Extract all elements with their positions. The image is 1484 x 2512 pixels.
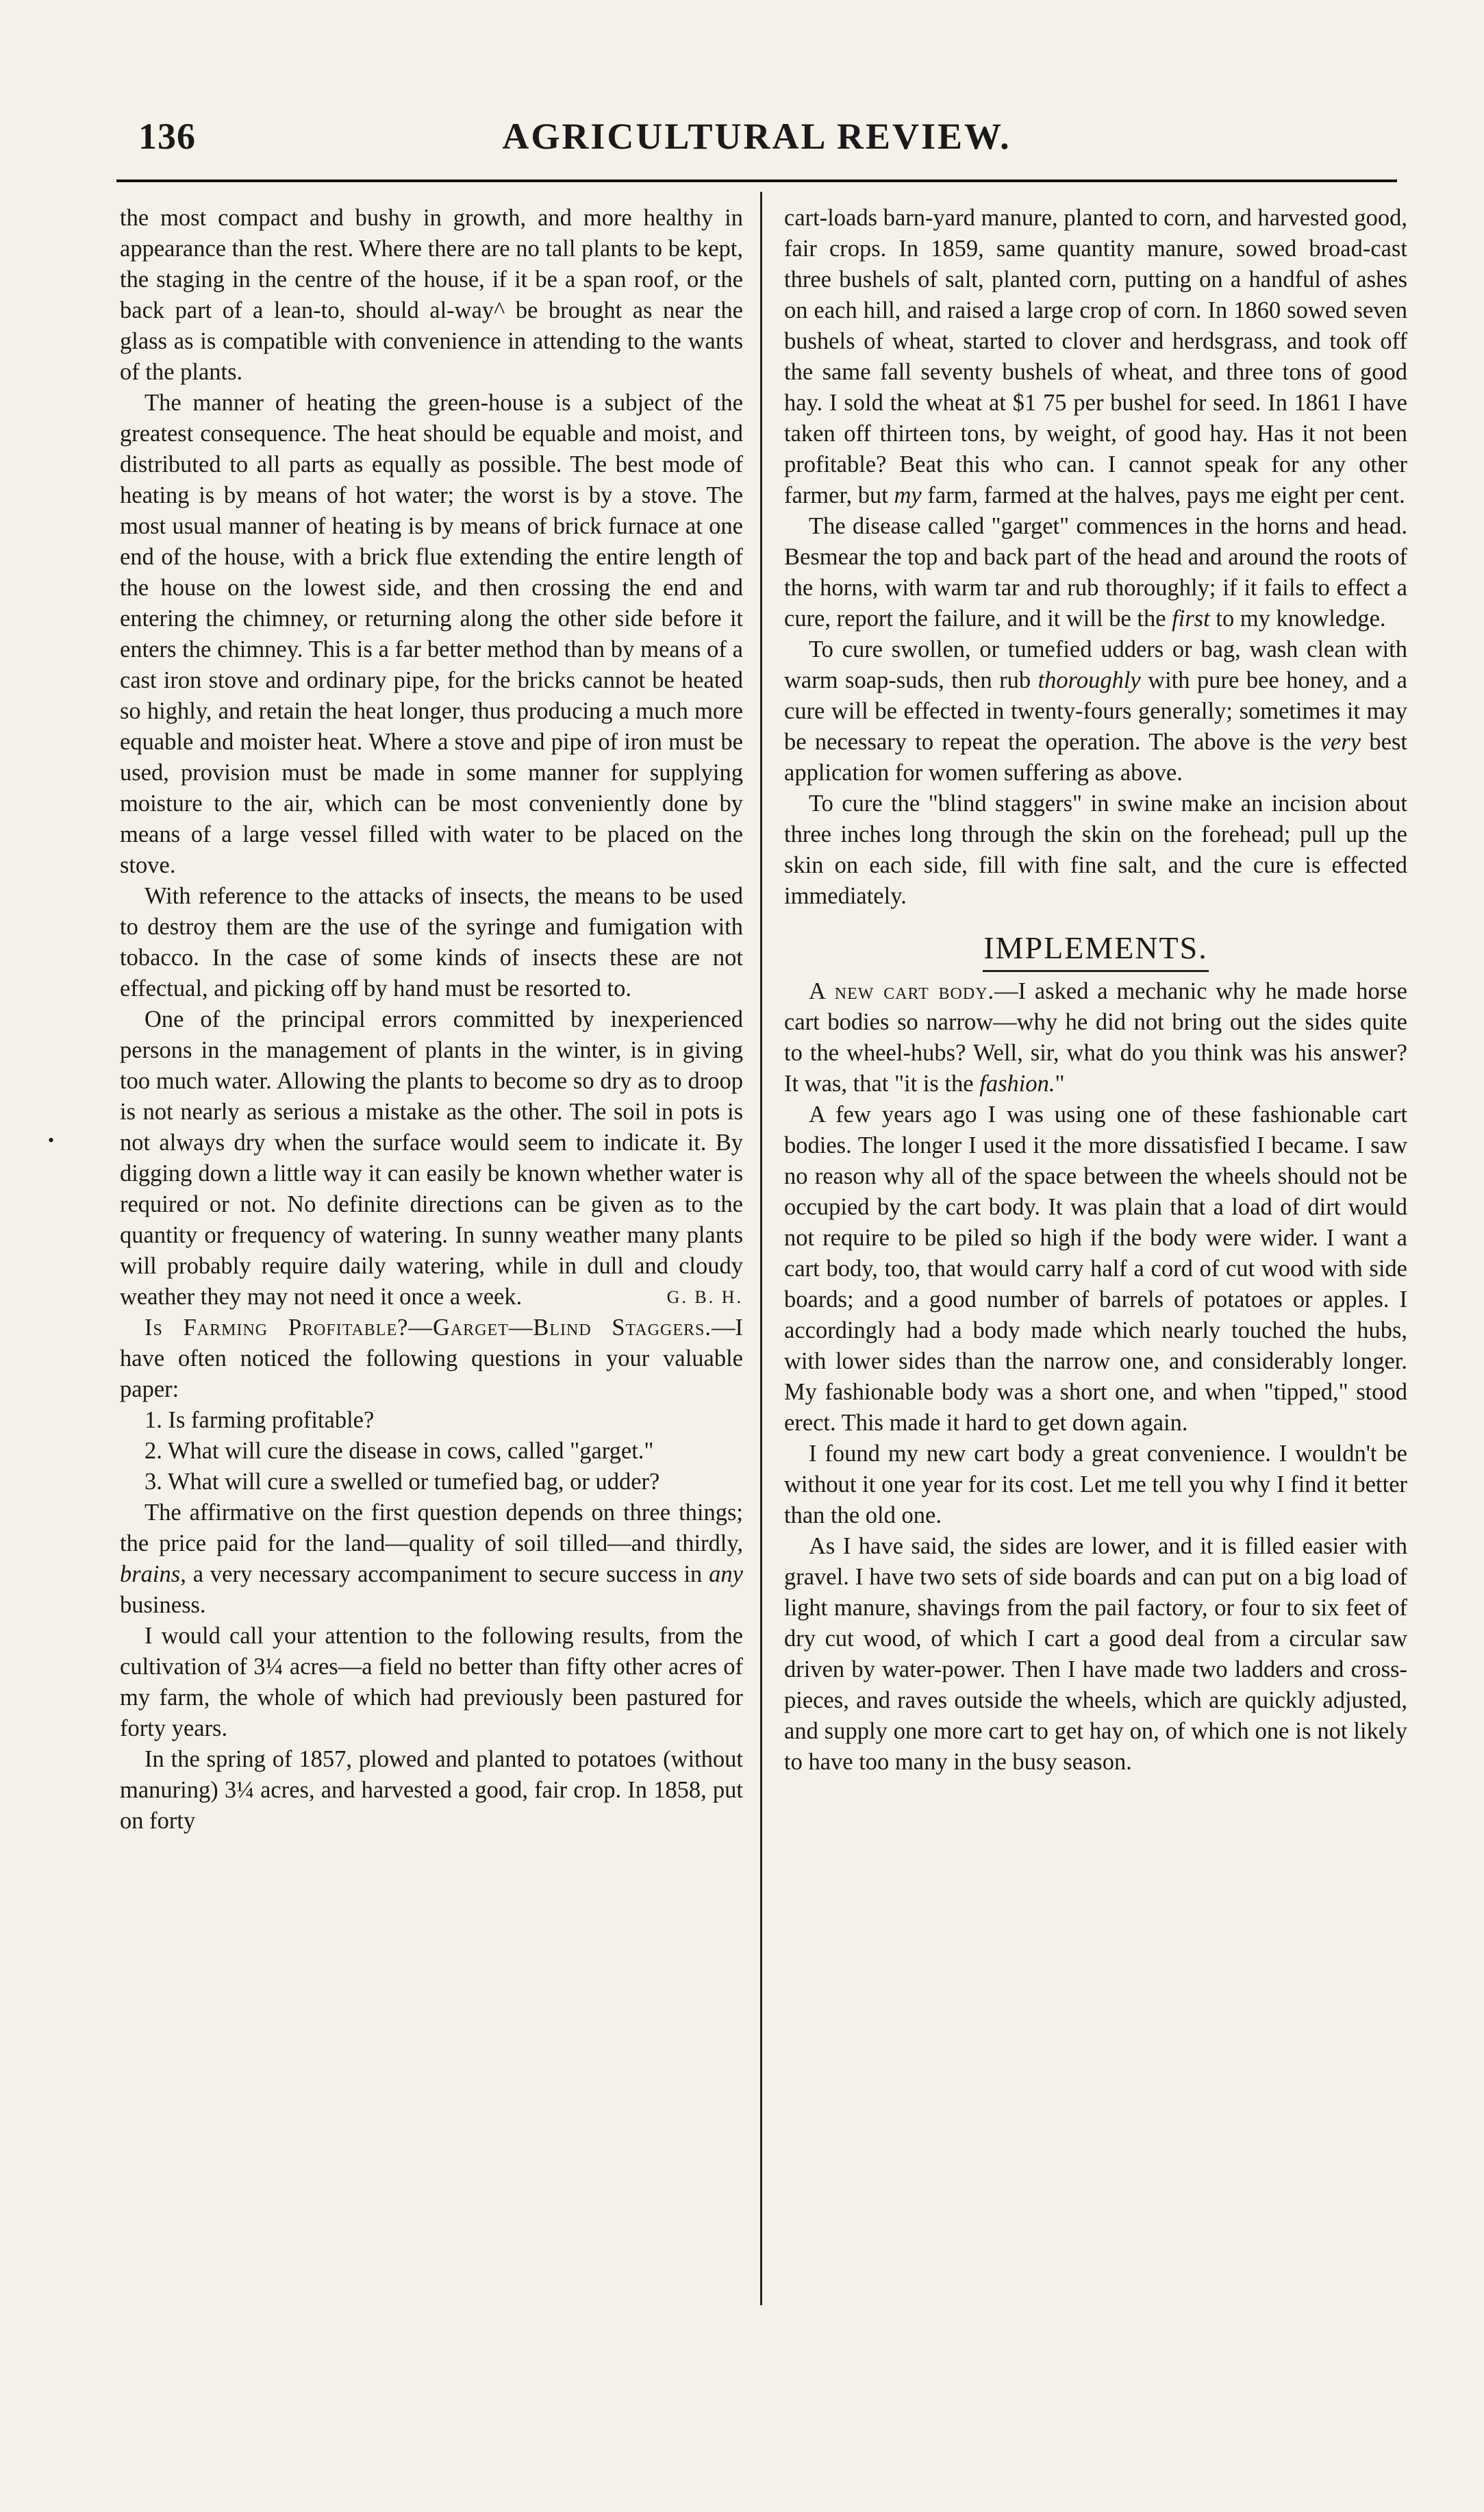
question-item: 3. What will cure a swelled or tumefied bag, or udder? — [144, 1469, 660, 1495]
paragraph: the most compact and bushy in growth, and more healthy in appearance than the rest. Where there are no tall plants to be kept, the staging in the centre of the house, if it be a span roof, or the back part of a lean-to, should al-way^ be brought as near the glass as is compatible with convenience in attending to the wants of the plants. — [120, 205, 743, 385]
header-rule — [116, 179, 1397, 182]
section-heading: IMPLEMENTS. — [983, 930, 1208, 965]
paragraph: As I have said, the sides are lower, and it is filled easier with gravel. I have two sets of side boards and can put on a big load of light manure, shavings from the pail factory, or four to six feet of dry cut wood, of which I cart a good deal from a circular saw driven by water-power. Then I have made two ladders and cross-pieces, and raves outside the wheels, which are quickly adjusted, and supply one more cart to get hay on, of which one is not likely to have too many in the busy season. — [784, 1533, 1407, 1775]
emphasis: very — [1320, 729, 1361, 755]
paragraph — [784, 976, 1407, 1099]
paragraph — [120, 1497, 743, 1621]
paragraph: I would call your attention to the following results, from the cultivation of 3¼ acres—a field no better than fifty other acres of my farm, the whole of which had previously been pastured for forty years. — [120, 1623, 743, 1741]
paragraph-text: The disease called "garget" commences in the horns and head. Besmear the top and back part of the head and around the roots of the horns, with warm tar and rub thoroughly; if it fails to effect a cure, report the failure, and it will be the — [784, 513, 1407, 632]
paragraph-text: business. — [120, 1592, 206, 1618]
paragraph-text: , a very necessary accompaniment to secure success in — [180, 1561, 709, 1587]
emphasis: thoroughly — [1037, 667, 1141, 693]
left-column — [120, 203, 743, 1837]
paragraph: In the spring of 1857, plowed and planted to potatoes (without manuring) 3¼ acres, and harvested a good, fair crop. In 1858, put on forty — [120, 1746, 743, 1834]
paragraph-text: " — [1055, 1071, 1065, 1097]
emphasis: brains — [120, 1561, 181, 1587]
paragraph: With reference to the attacks of insects, the means to be used to destroy them are the use of the syringe and fumigation with tobacco. In the case of some kinds of insects these are not effectual, and picking off by hand must be resorted to. — [120, 883, 743, 1002]
section-heading-rule — [983, 970, 1209, 972]
right-column — [784, 203, 1407, 1778]
question-item: 2. What will cure the disease in cows, called "garget." — [144, 1438, 654, 1464]
paragraph: I found my new cart body a great convenience. I wouldn't be without it one year for its cost. Let me tell you why I find it better than the old one. — [784, 1441, 1407, 1528]
margin-mark: • — [48, 1130, 55, 1150]
column-divider — [760, 192, 762, 2305]
emphasis: first — [1172, 606, 1210, 632]
emphasis: fashion. — [979, 1071, 1055, 1097]
paragraph-text: One of the principal errors committed by inexperienced persons in the management of plants in the winter, is in giving too much water. Allowing the plants to become so dry as to droop is not nearly as serious a mistake as the other. The soil in pots is not always dry when the surface would seem to indicate it. By digging down a little way it can easily be known whether water is required or not. No definite directions can be given as to the quantity or frequency of watering. In sunny weather many plants will probably require daily watering, while in dull and cloudy weather they may not need it once a week. — [120, 1006, 743, 1310]
page-header — [116, 115, 1397, 170]
question-item: 1. Is farming profitable? — [144, 1407, 375, 1433]
paragraph — [784, 634, 1407, 788]
emphasis: my — [894, 482, 922, 508]
paragraph: The manner of heating the green-house is a subject of the greatest consequence. The heat should be equable and moist, and distributed to all parts as equally as possible. The best mode of heating is by means of hot water; the worst is by a stove. The most usual manner of heating is by means of brick furnace at one end of the house, with a brick flue extending the entire length of the house on the lowest side, and then crossing the end and entering the chimney, or returning along the other side before it enters the chimney. This is a far better method than by means of a cast iron stove and ordinary pipe, for the bricks cannot be heated so highly, and retain the heat longer, thus producing a much more equable and moister heat. Where a stove and pipe of iron must be used, provision must be made in some manner for supplying moisture to the air, which can be most conveniently done by means of a large vessel filled with water to be placed on the stove. — [120, 390, 743, 878]
author-signature: G. B. H. — [666, 1287, 743, 1307]
page-number: 136 — [138, 116, 196, 157]
paragraph-text: best application for women suffering as above. — [784, 729, 1408, 786]
paragraph-text: —I have often noticed the following questions in your valuable paper: — [120, 1315, 743, 1402]
emphasis: any — [709, 1561, 743, 1587]
paragraph-text: cart-loads barn-yard manure, planted to corn, and harvested good, fair crops. In 1859, same quantity manure, sowed broad-cast three bushels of salt, planted corn, putting on a handful of ashes on each hill, and raised a large crop of corn. In 1860 sowed seven bushels of wheat, started to clover and herdsgrass, and took off the same fall seventy bushels of wheat, and three tons of good hay. I sold the wheat at $1 75 per bushel for seed. In 1861 I have taken off thirteen tons, by weight, of good hay. Has it not been profitable? Beat this who can. I cannot speak for any other farmer, but — [784, 205, 1407, 508]
paragraph-text: with pure bee honey, and a cure will be effected in twenty-fours generally; sometimes it may be necessary to repeat the operation. The above is the — [784, 667, 1407, 755]
letter-heading: Is Farming Profitable?—Garget—Blind Staggers. — [144, 1315, 712, 1341]
paragraph-text: To cure swollen, or tumefied udders or bag, wash clean with warm soap-suds, then rub — [784, 636, 1407, 693]
letter-paragraph — [120, 1313, 743, 1405]
paragraph: A few years ago I was using one of these fashionable cart bodies. The longer I used it the more dissatisfied I became. I saw no reason why all of the space between the wheels should not be occupied by the cart body. It was plain that a load of dirt would not require to be piled so high if the body were wider. I want a cart body, too, that would carry half a cord of cut wood with side boards; and a good number of barrels of potatoes or apples. I accordingly had a body made which nearly touched the hubs, with lower sides than the narrow one, and considerably longer. My fashionable body was a short one, and when "tipped," stood erect. This made it hard to get down again. — [784, 1102, 1407, 1436]
paragraph-text: The affirmative on the first question depends on three things; the price paid for the land—quality of soil tilled—and thirdly, — [120, 1500, 743, 1556]
paragraph-text: to my knowledge. — [1209, 606, 1386, 632]
paragraph-text: farm, farmed at the halves, pays me eight per cent. — [921, 482, 1405, 508]
running-title: AGRICULTURAL REVIEW. — [502, 116, 1011, 157]
article-heading: A new cart body. — [809, 978, 995, 1004]
paragraph: To cure the "blind staggers" in swine make an incision about three inches long through the skin on the forehead; pull up the skin on each side, fill with fine salt, and the cure is effected immediately. — [784, 791, 1407, 909]
paragraph-text: —I asked a mechanic why he made horse cart bodies so narrow—why he did not bring out the sides quite to the wheel-hubs? Well, sir, what do you think was his answer? It was, that "it is the — [784, 978, 1407, 1097]
paragraph — [784, 203, 1407, 511]
paragraph — [784, 511, 1407, 634]
paragraph — [120, 1004, 743, 1313]
